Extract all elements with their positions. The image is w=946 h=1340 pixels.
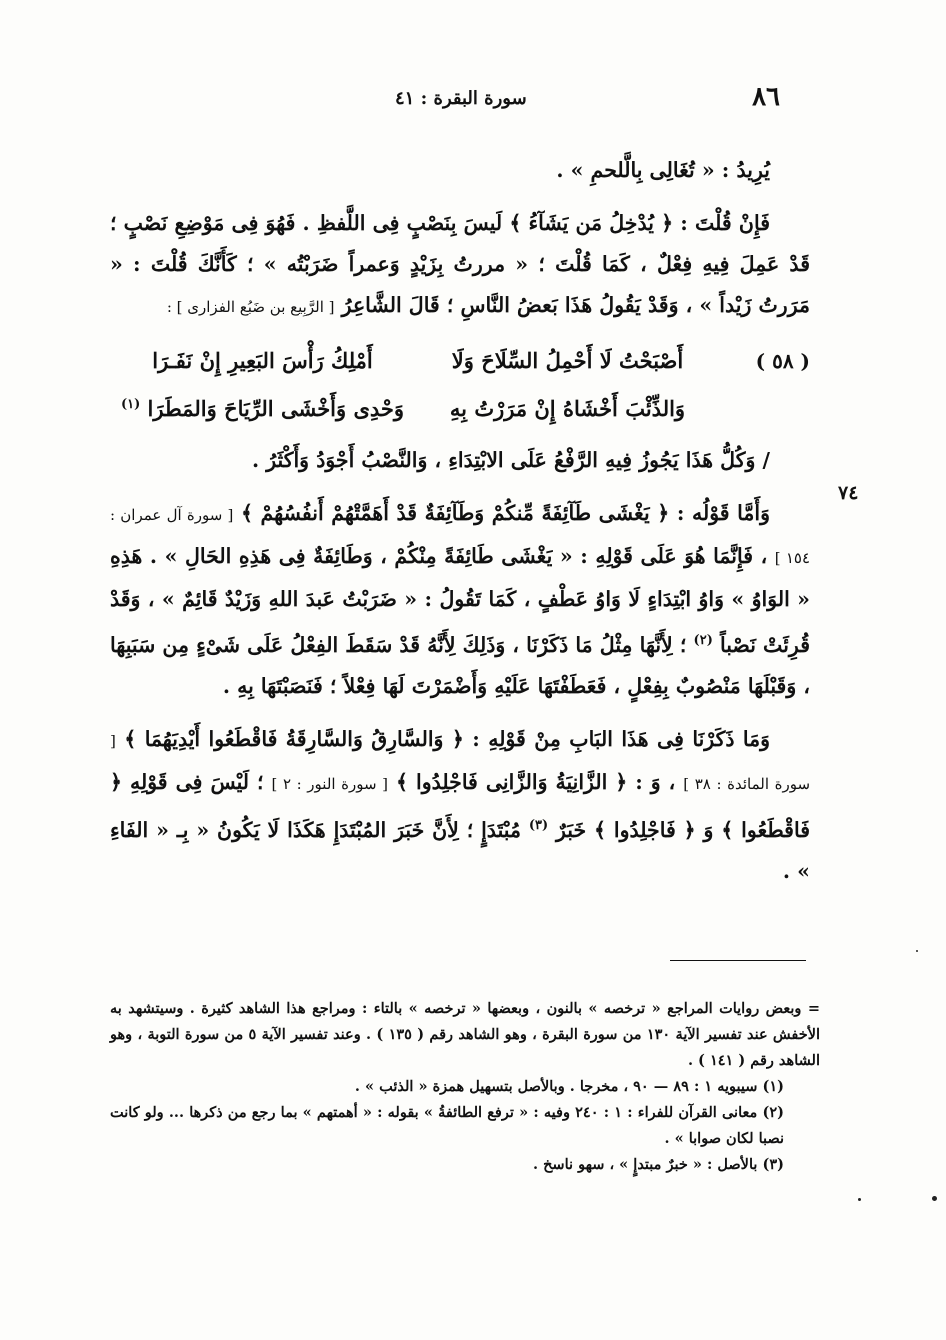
- running-title: سورة البقرة : ٤١: [395, 88, 527, 109]
- footnote-ref-2: (٢): [693, 633, 713, 648]
- paragraph-4: [110, 493, 810, 707]
- footnote-continuation: = وبعض روايات المراجع « ترخصه » بالنون ، وبعضها « ترخصه » بالتاء : ومراجع هذا الشاهد كثيرة . وسيتشهد به الأخفش عند تفسير الآية ١٣٠ من سورة البقرة ، وهو الشاهد رقم ( ١٣٥ ) . وعند تفسير الآية ٥ من سورة التوبة ، وهو الشاهد رقم ( ١٤١ ) .: [110, 1000, 820, 1069]
- verse-line-1: [110, 340, 810, 384]
- scan-speck: [858, 1198, 861, 1201]
- footnote-ref-1: (١): [120, 397, 141, 412]
- paragraph-5-text: ؛ لَيْسَ فِى قَوْلِهِ ﴿ فَاقْطَعُوا ﴾ وَ ﴿ فَاجْلِدُوا ﴾ خَبَرٌ: [110, 769, 811, 842]
- verse-2-second-text: وَحْدِى وَأَخْشَى الرِّيَاحَ وَالمَطَرَا: [147, 396, 405, 421]
- scan-speck: [932, 1196, 937, 1201]
- footnote-2: (٢) معانى القرآن للفراء : ١ : ٢٤٠ وفيه : « ترفع الطائفةُ » بقوله : « أهمتهم » بما رجع من ذكرها ... ولو كانت نصبا لكان صوابا » .: [110, 1104, 784, 1147]
- footnote-separator: [670, 960, 806, 961]
- margin-page-marker: ٧٤: [838, 482, 859, 504]
- paragraph-1: يُرِيدُ : « تُغَالِى بِالَّلحمِ » .: [556, 158, 770, 182]
- paragraph-5-quran-quote-2: ، وَ : ﴿ الزَّانِيَةُ وَالزَّانِى فَاجْلِدُوا ﴾: [396, 769, 676, 794]
- paragraph-4-text: ، فَإِنَّمَا هُوَ عَلَى قَوْلِهِ : « يَغْشَى طَائِفَةً مِنْكُمْ ، وَطَائِفَةٌ فِى هَذِهِ الحَالِ » . هَذِهِ « الوَاوُ » وَاوُ ابْتِدَاءٍ لَا وَاوُ عَطْفٍ ، كَمَا تَقُولُ : « ضَرَبْتُ عَبدَ اللهِ وَزَيْدٌ قَائِمٌ » ، وَقَدْ قُرِئَتْ نَصْباً: [110, 544, 811, 657]
- paragraph-2-text: فَإِنْ قُلْتَ : ﴿ يُدْخِلُ مَن يَشَآءُ ﴾ لَيسَ بِنَصْبٍ فِى اللَّفظِ . فَهُوَ فِى مَوْضِعِ نَصْبٍ ؛ قَدْ عَمِلَ فِيهِ فِعْلٌ ، كَمَا قُلْتَ ؛ « مررتُ بِزَيْدٍ وَعمراً ضَرَبْتُه » ؛ كَأَنَّكَ قُلْتَ : « مَرَرتُ زَيْداً » ، وَقَدْ يَقُولُ هَذَا بَعضُ النَّاسِ ؛ قَالَ الشَّاعِرُ: [110, 211, 810, 317]
- paragraph-5: [110, 719, 810, 892]
- verse-1-first-hemistich: أَصْبَحْتُ لَا أَحْمِلُ السِّلَاحَ وَلَا: [451, 348, 684, 373]
- verse-number: ( ٥٨ ): [755, 349, 810, 373]
- footnote-ref-3: (٣): [528, 817, 549, 833]
- page-number: ٨٦: [752, 82, 780, 112]
- verse-1-second-hemistich: أَمْلِكُ رَأْسَ البَعِيرِ إِنْ نَفَـرَا: [152, 348, 373, 373]
- citation-al-nur: [ سورة النور : ٢ ]: [271, 774, 389, 793]
- verse-2-first-hemistich: وَالذِّئْبَ أَخْشَاهُ إِنْ مَرَرْتُ بِهِ: [449, 396, 686, 421]
- verse-line-2: [110, 384, 810, 428]
- paragraph-4-text-end: ؛ لِأَنَّهَا مِثْلُ مَا ذَكَرْنَا ، وَذَلِكَ لِأَنَّهُ قَدْ سَقَطَ الفِعْلُ عَلَى شَىْءٍ مِن سَبَبِهَا ، وَقَبْلَهَا مَنْصُوبٌ بِفِعْلٍ ، فَعَطَفْتَهَا عَلَيْهِ وَأَضْمَرْتَ لَهَا فِعْلاً ؛ فَنَصَبْتَهَا بِهِ .: [110, 632, 810, 698]
- paragraph-5-text-end: مُبْتَدَإٍ ؛ لِأَنَّ خَبَرَ المُبْتَدَإِ هَكَذَا لَا يَكُونُ « بِـ « الفَاءِ » .: [110, 817, 810, 883]
- footnote-3: (٣) بالأصل : « خبرٌ مبتدإٍ » ، سهو ناسخ .: [532, 1156, 784, 1173]
- poetry-verse: [110, 340, 810, 428]
- paragraph-5-quran-quote: وَمَا ذَكَرْنَا فِى هَذَا البَابِ مِنْ قَوْلِهِ : ﴿ وَالسَّارِقُ وَالسَّارِقَةُ فَاقْطَعُوا أَيْدِيَهُمَا ﴾: [124, 726, 771, 751]
- scan-speck: [916, 950, 918, 952]
- poet-citation: [ الرَّبِيع بن ضَبُع الفزارى ] :: [166, 298, 335, 316]
- paragraph-3: / وَكُلُّ هَذَا يَجُوزُ فِيهِ الرَّفْعُ عَلَى الابْتِدَاءِ ، وَالنَّصْبُ أَجْوَدُ وَأَكْثَرُ .: [251, 448, 770, 472]
- page-header: [110, 82, 800, 116]
- footnote-1: (١) سيبويه ١ : ٨٩ — ٩٠ ، مخرجا . وبالأصل بتسهيل همزة « الذئب » .: [354, 1078, 784, 1095]
- citation-al-maidah: [ سورة المائدة : ٣٨ ]: [110, 731, 811, 793]
- citation-al-imran: [ سورة آل عمران : ١٥٤ ]: [110, 506, 810, 567]
- paragraph-2: [110, 203, 810, 328]
- verse-2-second-hemistich: [110, 384, 415, 429]
- paragraph-4-quran-quote: وَأَمَّا قَوْلُه : ﴿ يَغْشَى طَآئِفَةً مِّنكُمْ وَطَآئِفَةٌ قَدْ أَهَمَّتْهُمْ أَنفُسُهُمْ ﴾: [240, 501, 771, 525]
- main-text: [110, 150, 810, 892]
- footnotes: [110, 996, 820, 1178]
